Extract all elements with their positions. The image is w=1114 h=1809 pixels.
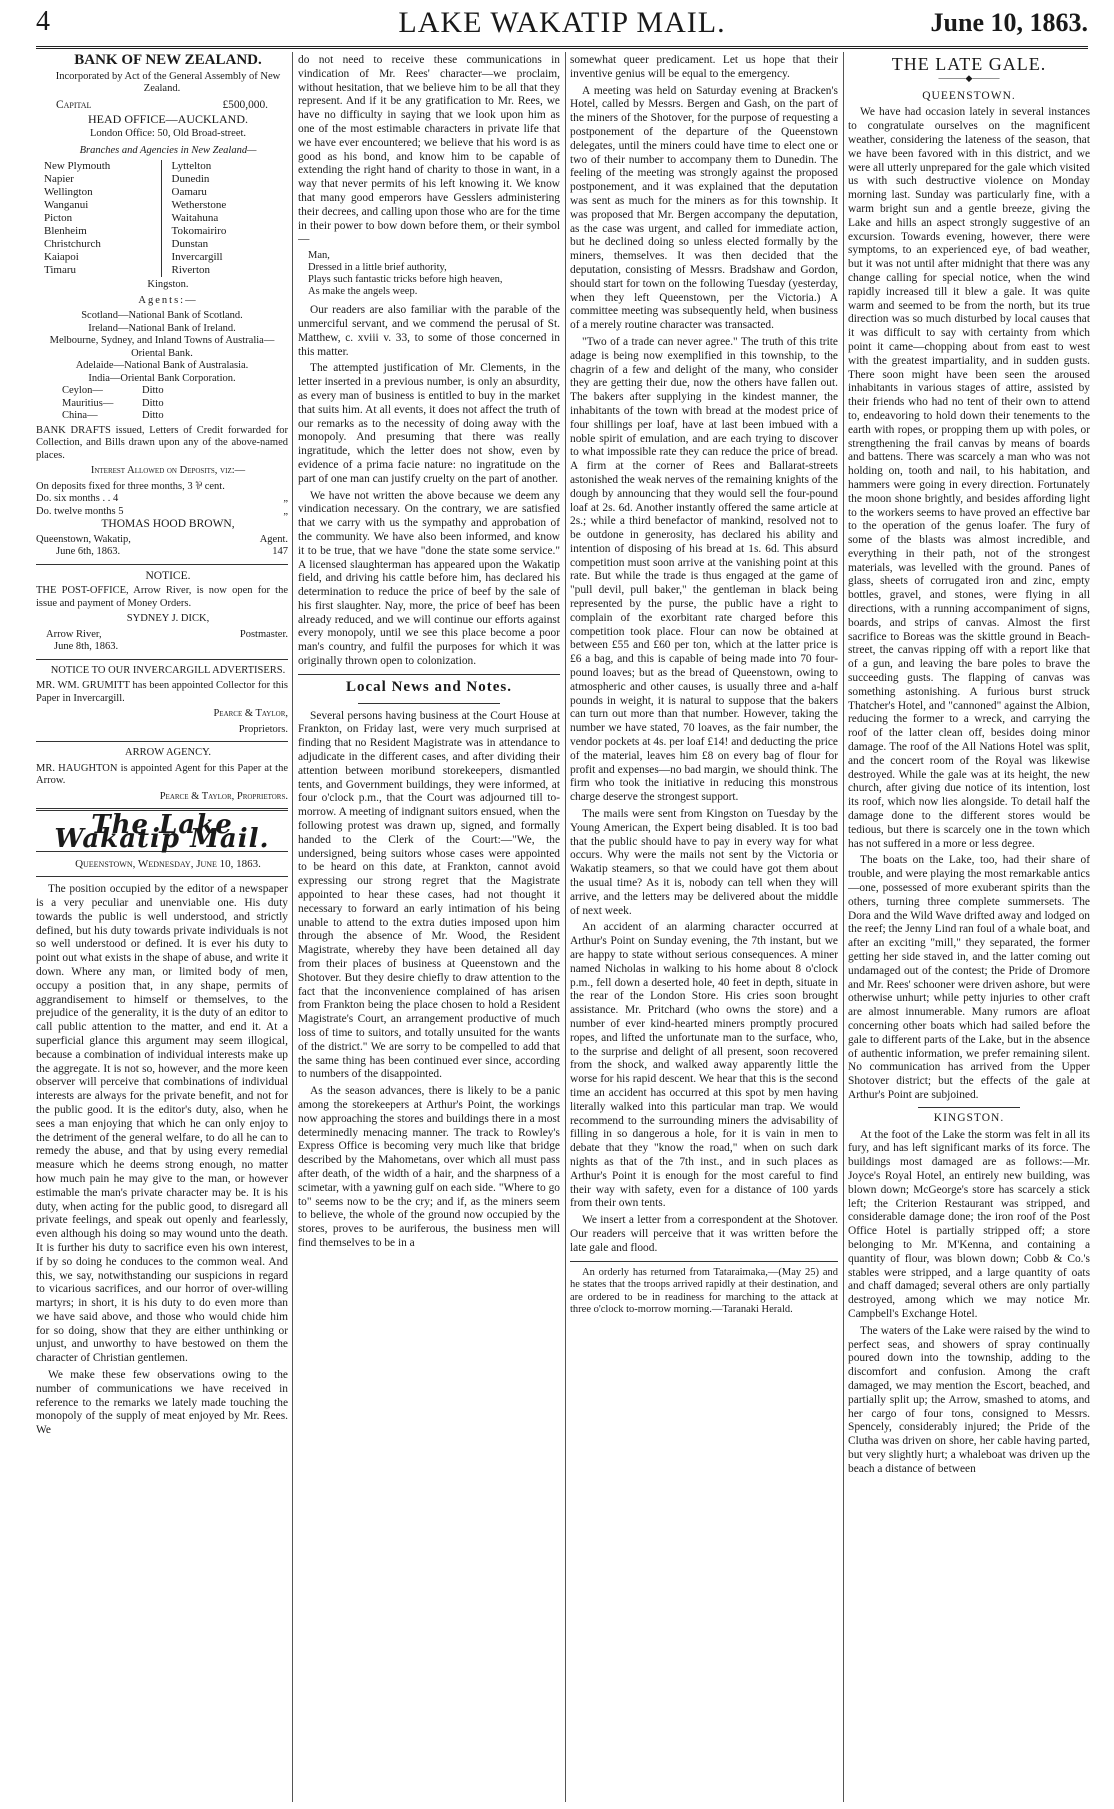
notice-signer: SYDNEY J. DICK,: [126, 613, 210, 625]
gale-queenstown-body: [848, 106, 1090, 1102]
bank-title: BANK OF NEW ZEALAND.: [74, 54, 262, 68]
ditto-row: [62, 385, 288, 398]
branch-name: New Plymouth: [44, 160, 111, 173]
paper-dateline: Queenstown, Wednesday, June 10, 1863.: [75, 857, 261, 870]
column-rule: [565, 52, 566, 1802]
branch-name: Dunedin: [171, 173, 210, 186]
ditto-row: [62, 398, 288, 411]
column-rule: [292, 52, 293, 1802]
branch-name: Dunstan: [171, 238, 209, 251]
verse-line: Plays such fantastic tricks before high heaven,: [308, 274, 503, 286]
ornament-diamond-icon: ———◆———: [938, 72, 1000, 83]
invercargill-body: MR. WM. GRUMITT has been appointed Collector for this Paper in Invercargill.: [36, 680, 288, 704]
gale-title: THE LATE GALE.: [891, 54, 1047, 74]
bank-ref: 147: [272, 546, 288, 558]
agent-entry: Adelaide—National Bank of Australasia.: [75, 360, 249, 372]
editorial-continued-2: [298, 304, 560, 669]
agent-entry: Melbourne, Sydney, and Inland Towns of Australia—Oriental Bank.: [49, 335, 275, 359]
queenstown-subhead: QUEENSTOWN.: [922, 89, 1016, 102]
editorial-paragraph: Our readers are also familiar with the parable of the unmerciful servant, and we commend the perusal of St. Matthew, c. xviii v. 33, to some of those concerned in this matter.: [298, 304, 560, 358]
interest-row: [36, 506, 288, 519]
ditto-place: Mauritius—: [62, 397, 114, 409]
news-paragraph: An accident of an alarming character occurred at Arthur's Point on Sunday evening, the 7th instant, but we are happy to state without serious consequences. A miner named Nicholas in walking to his home about 8 o'clock p.m., fell down a deserted hole, 40 feet in depth, situate in the rear of the London Store. His cries soon brought assistance. Mr. Pritchard (who owns the store) and a number of ever kind-hearted miners promptly procured ropes, and lifted the unfortunate man to the surface, who, to the surprise and delight of all present, soon recovered from the shock, and walked away apparently little the worse for his rapid descent. We hear that this is the second time an accident has occurred at this spot by men having literally walked into this particular man trap. We would recommend to the surrounding miners the advisability of filling in so dangerous a hole, for it is vain in men to debate that they "know the road," when on such dark nights as that of the 7th inst., and in such places as Arthur's Point it is enough for the most careful to find their way with safety, even for a distance of 100 yards from their own tents.: [570, 921, 838, 1210]
news-paragraph: As the season advances, there is likely to be a panic among the storekeepers at Arthur's Point, the workings now approaching the stores and buildings there in a most determinedly menacing manner. The track to Rowley's Express Office is becoming very much like that bridge described by the Mahometans, over which all must pass after death, of the width of a hair, and the sharpness of a scimetar, with a yawning gulf on each side. "Where to go to" seems now to be the cry; and if, as the miners seem to believe, the whole of the ground now occupied by the stores, proves to be auriferous, the business men will find themselves to be in a: [298, 1085, 560, 1249]
bank-capital: [36, 99, 288, 113]
branch-name: Wellington: [44, 186, 93, 199]
notice-place-row: [36, 629, 288, 642]
newspaper-title: LAKE WAKATIP MAIL.: [398, 6, 726, 39]
page-number: 4: [36, 6, 50, 37]
branch-name: Picton: [44, 212, 73, 225]
verse-line: Man,: [308, 250, 330, 262]
bank-date: June 6th, 1863.: [56, 546, 121, 558]
editorial-paragraph: We make these few observations owing to the number of communications we have received in reference to the remarks we lately made touching the monopoly of the supply of meat enjoyed by Mr. Rees. We: [36, 1369, 288, 1437]
local-news-body: [298, 710, 560, 1251]
local-news-continued: [570, 54, 838, 1256]
bank-agent-label: Agent.: [259, 533, 288, 545]
ditto-list: [36, 385, 288, 423]
kingston-subhead: KINGSTON.: [933, 1111, 1005, 1124]
bank-place-row: [36, 534, 288, 547]
issue-date: June 10, 1863.: [930, 8, 1088, 37]
ditto-value: Ditto: [142, 410, 164, 422]
news-paragraph: somewhat queer predicament. Let us hope that their inventive genius will be equal to the emergency.: [570, 54, 838, 80]
verse-line: Dressed in a little brief authority,: [308, 262, 447, 274]
gale-paragraph: At the foot of the Lake the storm was felt in all its fury, and has left significant marks of its force. The buildings most damaged are as follows:—Mr. Joyce's Royal Hotel, an entirely new building, was blown down; McGeorge's store has scarcely a stick left; the Criterion Restaurant was stripped, and considerable damage done; the iron roof of the Post Office Hotel is partially stripped off; a store belonging to Mr. M'Kenna, and containing a quantity of flour, was blown down; Cobb & Co.'s stables were stripped, and a large quantity of oats and chaff damaged; several others are only partially destroyed, among which we may notice Mr. Campbell's Exchange Hotel.: [848, 1128, 1090, 1320]
news-paragraph: Several persons having business at the Court House at Frankton, on Friday last, were very much surprised at finding that no Resident Magistrate was in attendance to adjudicate in the different cases, and after dividing their attention between moribund storekeepers, dismantled tents, and Government buildings, they were informed, at four o'clock p.m., that the Court was adjourned till to-morrow. A meeting of indignant suitors ensued, when the following protest was drawn up, signed, and formally handed to the Clerk of the Court:—"We, the undersigned, being suitors whose cases were appointed to be heard on this date, at Frankton, cannot avoid expressing our strong regret that the Magistrate appointed to hear these cases, had not thought it necessary to forward an early intimation of his being unable to attend to the extra duties imposed upon him through the absence of Mr. Wood, the Resident Magistrate, whereby they have been detained all day from their places of business at Queenstown and the Shotover. But they desire chiefly to draw attention to the fact that the inconvenience complained of has arisen from Frankton being the place chosen to hold a Resident Magistrate's Court, an arrangement productive of much loss of time to suitors, and totally unsuited for the wants of the district." We are sorry to be compelled to add that the same thing has been continued ever since, according to numbers of the disappointed.: [298, 709, 560, 1081]
gale-paragraph: The waters of the Lake were raised by the wind to perfect seas, and showers of spray continually poured down into the township, adding to the discomfort and confusion. Among the craft damaged, we may mention the Escort, beached, and partially split up; the Arrow, smashed to atoms, and her cargo of four tons, consigned to Messrs. Spencely, considerably injured; the Pride of the Clutha was driven on shore, her cable having parted, but very slightly hurt; a whaleboat was driven up the beach a distance of between: [848, 1324, 1090, 1475]
bank-manager: THOMAS HOOD BROWN,: [101, 518, 235, 531]
quoted-verse: [308, 250, 560, 298]
agent-entry: India—Oriental Bank Corporation.: [88, 372, 236, 384]
bank-date-row: [36, 546, 288, 559]
agents-heading: Agents:—: [138, 294, 198, 306]
notice-date: June 8th, 1863.: [54, 641, 119, 653]
bank-london-office: London Office: 50, Old Broad-street.: [89, 128, 247, 140]
invercargill-title: NOTICE TO OUR INVERCARGILL ADVERTISERS.: [50, 664, 286, 676]
branch-name: Timaru: [44, 264, 76, 277]
branch-name: Wanganui: [44, 199, 89, 212]
editorial-paragraph: do not need to receive these communications in vindication of Mr. Rees' character—we proclaim, without hesitation, that we believe him to be all that they represent. And if it be any gratification to Mr. Rees, we have no difficulty in saying that we look upon him as one of the most estimable characters in private life that we have ever encountered; we believe that his word is as good as his bond, and know him to be capable of extending the right hand of charity to those in want, in a way that never permits of his left knowing it. We know that many good emperors have Gesslers administering their decrees, and calling upon those who are for the time in their power to bow down before them, or their symbol—: [298, 54, 560, 246]
branch-name: Lyttelton: [171, 160, 212, 173]
interest-text: Do. twelve months 5: [36, 505, 124, 517]
interest-heading: Interest Allowed on Deposits, viz:—: [90, 465, 246, 477]
editorial-paragraph: The attempted justification of Mr. Clements, in the letter inserted in a previous number, is only an absurdity, as every man of business is entitled to buy in the market that suits him. At all events, it does not affect the truth of our remarks as to the necessity of doing away with the monopoly. And presuming that there was really ingratitude, which the letter does not show, even by evidence of a prima facie nature: no ingratitude on the part of one man can justify cruelty on the part of another.: [298, 362, 560, 485]
branches-list: [36, 160, 288, 277]
column-2: [298, 54, 560, 1802]
editorial-article: [36, 883, 288, 1438]
gale-paragraph: The boats on the Lake, too, had their share of trouble, and were playing the most remarkable antics—one, possessed of more exuberant spirits than the others, turning three complete summersets. The Dora and the Wild Wave drifted away and lodged on the reef; the Jenny Lind ran foul of a whale boat, and after an exciting "mill," they separated, the former getting her side staved in, and the latter coming out undamaged out of the contest; the Pride of Dromore and Mr. Rees' schooner were driven ashore, but were otherwise unhurt; while petty injuries to other craft are almost innumerable. Many rumors are afloat concerning other boats which had sailed before the gale to different parts of the Lake, but in the absence of authentic information, we prefer remaining silent. No communication has arrived from the Upper Shotover district; but the effects of the gale at Arthur's Point are subjoined.: [848, 854, 1090, 1101]
column-4: [848, 54, 1090, 1802]
gale-paragraph: We have had occasion lately in several instances to congratulate ourselves on the magnificent weather, considering the lateness of the season, that we have been favored with in this district, and we were all utterly unprepared for the gale which visited us with such destructive violence on Monday morning last. Sunday was particularly fine, with a warm bright sun and a gentle breeze, giving the Lake and hills an aspect strongly suggestive of an excursion. Towards evening, however, there were symptoms, to an experienced eye, of bad weather, but it was not until after midnight that there was any change calling for special notice, when the wind rapidly increased till it blew a gale. It was quite warm and seemed to be from the north, but its true direction was so much disturbed by local causes that it was difficult to say with certainty from which point it came—chopping about from east to west with the greatest impartiality, and in sudden gusts. There soon might have been seen the aroused inhabitants in various stages of attire, assisted by their friends who had no tent of their own to attend to, endeavoring to hold down their tenements to the earth with ropes, or propping them up with poles, or strengthening the frail canvas by means of boards and battens. There was scarcely a man who was not holding on, tooth and nail, to his habitation, and hammers were going in every direction. Fortunately the moon shone brightly, and besides affording light to the workers seems to have proved an effective bar to the operation of the genus loafer. The fury of some of the blasts was almost incredible, and everything in their path, not of the strongest materials, was levelled with the ground. Panes of glass, sheets of corrugated iron and zinc, empty bottles, gravel, and stones, were flying in all directions, with a running accompaniment of signs, boards, and strips of canvas. Almost the first sacrifice to Boreas was the skittle ground in Beach-street, the canvas ripping off with a report like that of a gun, and leaving the bare poles to brave the succeeding gusts. The flapping of canvas was something astonishing. A furious burst struck Thatcher's Hotel, and "cannoned" against the Albion, reducing the former to a wreck, and carrying the roof of the latter clean off, besides doing minor damage. The roof of the All Nations Hotel was split, and the concert room of the Royal was likewise destroyed. While the gale was at its height, the new church, after giving due notice of its intention, lost its roof, which now lies alongside. To detail half the damage done to the different stores would be tedious, but there is scarcely one in the town which has not suffered in a more or less degree.: [848, 106, 1090, 850]
editorial-continued: [298, 54, 560, 247]
interest-ditto-mark: „: [283, 505, 288, 517]
news-paragraph: A meeting was held on Saturday evening at Bracken's Hotel, called by Messrs. Bergen and Gash, on the part of the miners of the Shotover, for the purpose of requesting a postponement of the departure of the Queenstown delegates, until the miners could have time to elect one or two of their number to accompany them to Dunedin. The feeling of the meeting was strongly against the proposed postponement, and it was explained that the deputation was sent as much for the miners as for this township. It was proposed that Mr. Bergen accompany the deputation, as the case was urgent, and called for immediate action, but he declined doing so unless elected formally by the miners, themselves. It was then decided that the deputation, consisting of Messrs. Bradshaw and Gordon, should start for town on the following Tuesday (yesterday, when they left Queenstown, per the Victoria.) A committee meeting was subsequently held, when business of a merely routine character was transacted.: [570, 84, 838, 332]
divider: [298, 674, 560, 675]
invercargill-notice: [36, 665, 288, 737]
arrow-agency-notice: [36, 747, 288, 803]
ditto-row: [62, 410, 288, 423]
branch-name: Oamaru: [171, 186, 207, 199]
agent-entry: Scotland—National Bank of Scotland.: [81, 310, 243, 322]
gale-kingston-body: [848, 1129, 1090, 1477]
notice-place: Arrow River,: [46, 628, 102, 640]
verse-line: As make the angels weep.: [308, 286, 418, 298]
branch-name: Kaiapoi: [44, 251, 79, 264]
divider: [570, 1261, 838, 1262]
branch-name: Christchurch: [44, 238, 101, 251]
interest-ditto-mark: „: [283, 493, 288, 505]
divider: [36, 659, 288, 660]
footnote-taranaki: An orderly has returned from Tataraimaka,—(May 25) and he states that the troops arrived rapidly at their destination, and are ordered to be in readiness for marching to the attack at three o'clock to-morrow morning.—Taranaki Herald.: [570, 1266, 838, 1316]
branches-left: [36, 160, 162, 277]
bank-head-office: HEAD OFFICE—AUCKLAND.: [87, 111, 248, 126]
bank-drafts: BANK DRAFTS issued, Letters of Credit forwarded for Collection, and Bills drawn upon any of the above-named places.: [36, 424, 288, 461]
column-3: [570, 54, 838, 1802]
interest-row: [36, 481, 288, 494]
arrow-body: MR. HAUGHTON is appointed Agent for this Paper at the Arrow.: [36, 762, 288, 787]
arrow-signer: Pearce & Taylor, Proprietors.: [159, 790, 288, 802]
interest-text: Do. six months . . 4: [36, 493, 119, 505]
ditto-value: Ditto: [142, 397, 164, 409]
branch-name: Invercargill: [171, 251, 223, 264]
capital-value: £500,000.: [222, 98, 268, 111]
news-paragraph: We insert a letter from a correspondent at the Shotover. Our readers will perceive that it was written before the late gale and flood.: [570, 1214, 838, 1254]
news-paragraph: "Two of a trade can never agree." The truth of this trite adage is being now exemplified in this township, to the chagrin of a few and delight of the many, who consider they are getting their due, now the others have fallen out. The bakers after supplying in the kindest manner, the inhabitants of the town with bread at the modest price of four shillings per loaf, have at last been imbued with a noble spirit of emulation, and are each trying to discover to what impossible rate they can reduce the price of bread. A firm at the corner of Rees and Ballarat-streets astonished the weak nerves of the remaining knights of the dough by announcing that they would sell the four-pound loaf at 2s. 6d. Another instantly offered the same article at 2s.; while a third benefactor of mankind, resolved not to be outdone in generosity, has declared his ability and intention of disposing of his bread at 1s. 6d. This absurd competition must soon arrive at the vanishing point at this rate. But while the trade is thus engaged at the game of "pull devil, pull baker," the gentleman in black being represented by the purse, the public have a right to complain of the exorbitant rate charged before this competition took place. Flour can now be obtained at between £55 and £60 per ton, which at the latter price is £6 a bag, and this is capable of being made into 70 four-pound loaves; but as the bread of Queenstown, owing to atmospheric and other causes, is usually three and a-half pounds in weight, it is natural to suppose that the bakers can turn out more than that number. However, taking the number we have stated, 70 loaves, as the fair number, the vendor pockets at 4s. per loaf £14! and deducting the price of the material, leaves him £8 on every bag of flour for profit and expenses—no bad margin, we should think. The firm who took the initiative in reducing this monstrous charge deserve the strongest support.: [570, 335, 838, 804]
notice-title: NOTICE.: [145, 569, 191, 582]
branches-right: [162, 160, 289, 277]
branch-name: Riverton: [171, 264, 210, 277]
agents-list: [36, 310, 288, 385]
ditto-place: Ceylon—: [62, 385, 103, 397]
notice-body: THE POST-OFFICE, Arrow River, is now open for the issue and payment of Money Orders.: [36, 585, 288, 609]
branch-name: Blenheim: [44, 225, 87, 238]
editorial-paragraph: The position occupied by the editor of a newspaper is a very peculiar and unenviable one. His duty towards the public is well understood, and strictly defined, but his duty towards private individuals is not so well understood or defined. It is ever his duty to point out what exists in the shape of abuse, and write it down. Where any man, or limited body of men, occupy a position that, in any shape, permits of aggrandisement to himself or themselves, to the prejudice of the generality, it is the duty of an editor to call public attention to the matter, and end it. At a superficial glance this argument may seem illogical, because a combination of individual interests make up the aggregate. It is not so, however, and the more keen observer will perceive that combinations of individual interests are always for the private benefit, and not for the public good. It is the editor's duty, also, when he sees a man enjoying that which he can only enjoy to the detriment of the general welfare, to do all he can to remedy the abuse, and that by using every remedial measure which he deems strong enough, no matter how much pain he may give to the man, or however estimable the man's private character may be. It is his duty, when acting for the public good, to disregard all private feelings, and speak out openly and fearlessly, even although his doing so may wound unto the death. It is further his duty to sacrifice even his own interest, if by so doing he conduces to the common weal. And this, we say, notwithstanding our suspicions in regard to vicarious sacrifices, and our horror of over-willing martyrs; in short, it is his duty to do even more than we have said above, and those who would chide him for so doing, show that they are either unthinking or unjust, and unworthy to have bestowed on them the character of Christian gentlemen.: [36, 883, 288, 1365]
notice-role: Postmaster.: [239, 628, 288, 640]
capital-label: Capital: [56, 98, 92, 111]
branches-heading: Branches and Agencies in New Zealand—: [79, 144, 257, 156]
bank-incorporated: Incorporated by Act of the General Assembly of New Zealand.: [55, 70, 281, 95]
branch-name: Tokomairiro: [171, 225, 227, 238]
masthead: [36, 4, 1088, 49]
editorial-paragraph: We have not written the above because we deem any vindication necessary. On the contrary, we are satisfied that we carry with us the sympathy and approbation of the community. We have also been informed, and know it to be true, that we have "done the state some service." A licensed slaughterman has appeared upon the Wakatip field, and driving his cattle before him, has declared his determination to reduce the price of beef by the sale of his first slaughter. Nay, more, the price of beef has been already reduced, and we will continue our efforts against every monopoly, until we see this place become a poor man's country, and fulfil the purposes for which it was originally thrown open to colonization.: [298, 489, 560, 668]
paper-name: The Lake Wakatip Mail.: [54, 810, 270, 854]
interest-list: [36, 481, 288, 519]
bank-advertisement: [36, 54, 288, 559]
ditto-place: China—: [62, 410, 98, 422]
branch-name: Wetherstone: [171, 199, 227, 212]
agent-entry: Ireland—National Bank of Ireland.: [88, 322, 236, 334]
ditto-value: Ditto: [142, 385, 164, 397]
column-1: [36, 54, 288, 1802]
arrow-title: ARROW AGENCY.: [125, 747, 211, 759]
branch-kingston: Kingston.: [147, 279, 189, 291]
divider: [36, 876, 288, 877]
divider: [36, 564, 288, 565]
post-office-notice: [36, 570, 288, 654]
divider: [358, 703, 500, 704]
interest-text: On deposits fixed for three months, 3 ⅌ cent.: [36, 480, 225, 492]
local-news-title: Local News and Notes.: [346, 678, 512, 695]
interest-row: [36, 493, 288, 506]
branch-name: Waitahuna: [171, 212, 219, 225]
branch-name: Napier: [44, 173, 74, 186]
news-paragraph: The mails were sent from Kingston on Tuesday by the Young American, the Expert being disabled. It is too bad that the public should have to pay in every way for what occurs. Why were the mails not sent by the Victoria or Wakatip steamers, so that we could have got them about the usual time? As it is, nobody can tell when they will arrive, and the letters may be delivered about the middle of next week.: [570, 808, 838, 917]
invercargill-role: Proprietors.: [238, 723, 288, 735]
divider: [36, 741, 288, 742]
column-rule: [843, 52, 844, 1802]
invercargill-signer: Pearce & Taylor,: [213, 708, 288, 720]
divider: [918, 1107, 1020, 1108]
bank-place: Queenstown, Wakatip,: [36, 533, 131, 545]
